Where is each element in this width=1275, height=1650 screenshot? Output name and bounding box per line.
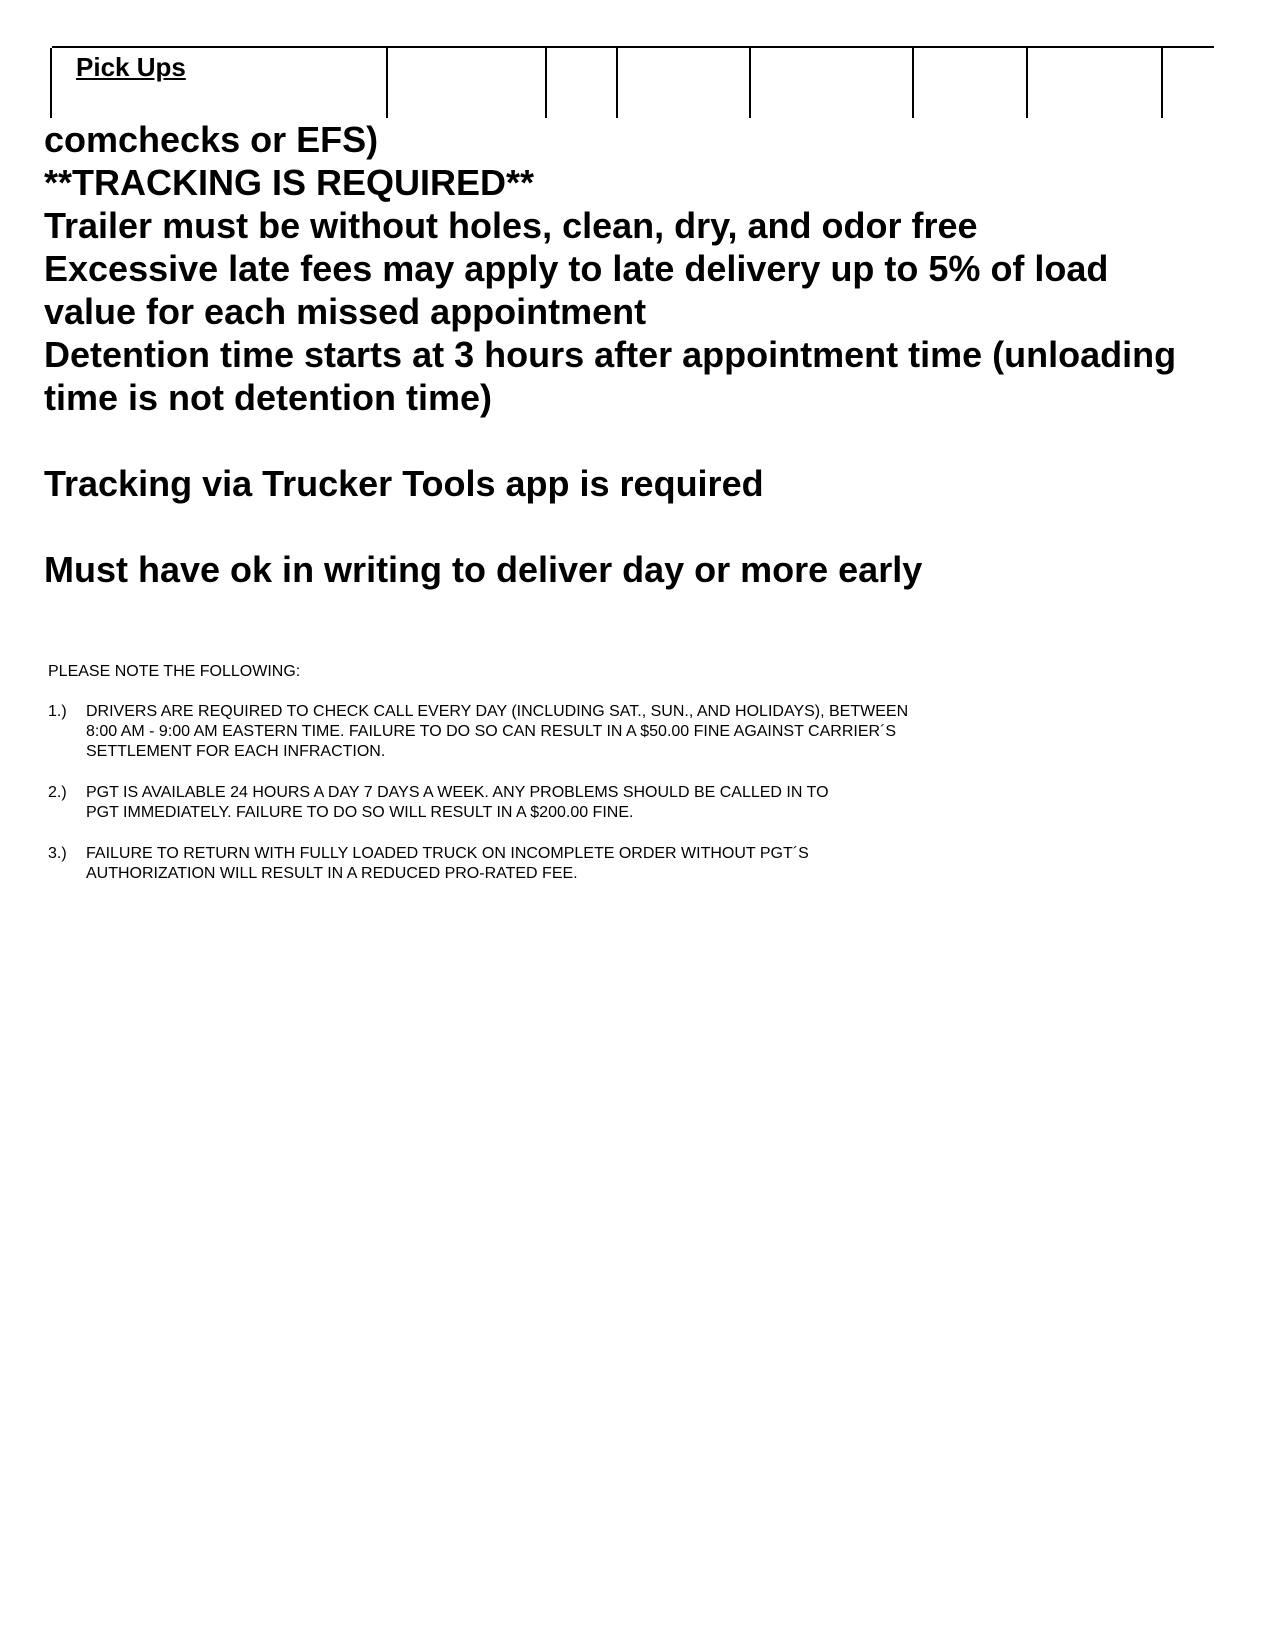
tracking-required-line: **TRACKING IS REQUIRED** — [44, 162, 535, 203]
trailer-condition-line: Trailer must be without holes, clean, dry, and odor free — [44, 205, 978, 246]
spacer — [44, 419, 1269, 462]
instruction-line: comchecks or EFS) — [44, 119, 379, 160]
note-text — [86, 844, 1048, 884]
note-line: 8:00 AM - 9:00 AM EASTERN TIME. FAILURE TO DO SO CAN RESULT IN A $50.00 FINE AGAINST CARRIER´S — [86, 723, 897, 740]
table-divider — [912, 48, 914, 118]
table-divider — [386, 48, 388, 118]
note-item — [48, 844, 1048, 884]
please-note-heading: PLEASE NOTE THE FOLLOWING: — [48, 663, 301, 680]
note-line: DRIVERS ARE REQUIRED TO CHECK CALL EVERY DAY (INCLUDING SAT., SUN., AND HOLIDAYS), BETWEEN — [86, 703, 909, 720]
note-line: PGT IMMEDIATELY. FAILURE TO DO SO WILL RESULT IN A $200.00 FINE. — [86, 804, 634, 821]
late-fees-line-continued: value for each missed appointment — [44, 291, 647, 332]
trucker-tools-line: Tracking via Trucker Tools app is required — [44, 463, 764, 504]
pickups-heading: Pick Ups — [76, 52, 186, 82]
note-line: SETTLEMENT FOR EACH INFRACTION. — [86, 743, 386, 760]
table-divider — [616, 48, 618, 118]
table-divider — [1161, 48, 1163, 118]
load-instructions — [44, 118, 1269, 591]
detention-line: Detention time starts at 3 hours after appointment time (unloading — [44, 334, 1177, 375]
note-text — [86, 783, 1048, 823]
note-number: 3.) — [48, 845, 67, 862]
table-divider — [1026, 48, 1028, 118]
note-text — [86, 702, 1048, 762]
note-number: 1.) — [48, 703, 67, 720]
late-fees-line: Excessive late fees may apply to late delivery up to 5% of load — [44, 248, 1109, 289]
note-number: 2.) — [48, 784, 67, 801]
please-note-section — [48, 662, 1048, 905]
spacer — [44, 505, 1269, 548]
table-divider — [749, 48, 751, 118]
note-line: PGT IS AVAILABLE 24 HOURS A DAY 7 DAYS A WEEK. ANY PROBLEMS SHOULD BE CALLED IN TO — [86, 784, 829, 801]
note-item — [48, 702, 1048, 762]
early-delivery-line: Must have ok in writing to deliver day or more early — [44, 549, 923, 590]
table-divider — [545, 48, 547, 118]
note-item — [48, 783, 1048, 823]
table-divider — [50, 48, 52, 118]
pickups-table-strip — [52, 46, 1214, 118]
detention-line-continued: time is not detention time) — [44, 377, 493, 418]
note-line: AUTHORIZATION WILL RESULT IN A REDUCED PRO-RATED FEE. — [86, 865, 578, 882]
note-line: FAILURE TO RETURN WITH FULLY LOADED TRUCK ON INCOMPLETE ORDER WITHOUT PGT´S — [86, 845, 809, 862]
